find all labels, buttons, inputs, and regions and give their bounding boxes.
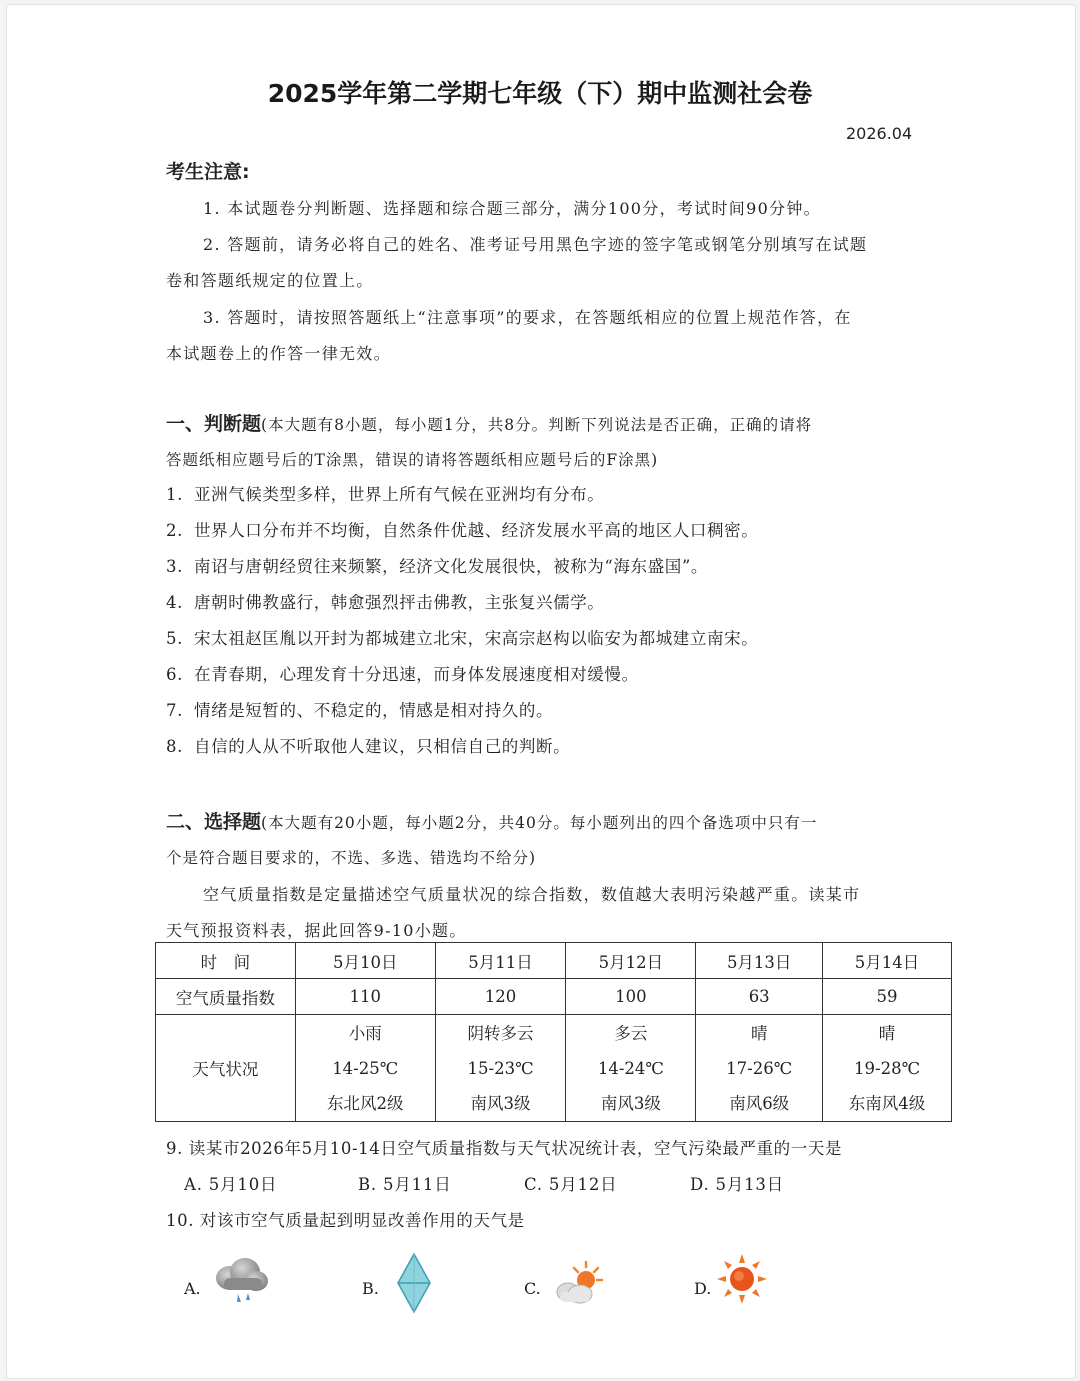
weather-text: 多云 bbox=[614, 1023, 648, 1043]
q9-option-d: D. 5月13日 bbox=[690, 1175, 785, 1194]
wind-text: 东南风4级 bbox=[848, 1093, 926, 1113]
partly-cloudy-icon bbox=[552, 1260, 604, 1306]
q9-option-c: C. 5月12日 bbox=[524, 1175, 618, 1194]
wind-text: 东北风2级 bbox=[326, 1093, 404, 1113]
weather-cell bbox=[566, 1015, 696, 1122]
judge-item-4: 4. 唐朝时佛教盛行，韩愈强烈抨击佛教，主张复兴儒学。 bbox=[166, 593, 605, 612]
notice-item-1: 1. 本试题卷分判断题、选择题和综合题三部分，满分100分，考试时间90分钟。 bbox=[203, 199, 821, 218]
notice-item-2-line-2: 卷和答题纸规定的位置上。 bbox=[166, 271, 374, 290]
row-label-aqi: 空气质量指数 bbox=[156, 979, 296, 1015]
diamond-icon bbox=[395, 1252, 433, 1314]
section2-intro-line-1: 空气质量指数是定量描述空气质量状况的综合指数，数值越大表明污染越严重。读某市 bbox=[203, 885, 861, 904]
judge-item-8: 8. 自信的人从不听取他人建议，只相信自己的判断。 bbox=[166, 737, 571, 756]
aqi-cell: 63 bbox=[696, 979, 823, 1015]
judge-item-7: 7. 情绪是短暂的、不稳定的，情感是相对持久的。 bbox=[166, 701, 554, 720]
wind-text: 南风6级 bbox=[729, 1093, 790, 1113]
weather-text: 晴 bbox=[878, 1023, 896, 1043]
date-cell: 5月10日 bbox=[295, 943, 435, 979]
q10-stem: 10. 对该市空气质量起到明显改善作用的天气是 bbox=[166, 1211, 525, 1230]
q9-stem: 9. 读某市2026年5月10-14日空气质量指数与天气状况统计表，空气污染最严重的一天是 bbox=[166, 1139, 843, 1158]
weather-cell bbox=[696, 1015, 823, 1122]
q10-option-c-label: C. bbox=[524, 1279, 541, 1298]
weather-cell bbox=[823, 1015, 952, 1122]
judge-item-5: 5. 宋太祖赵匡胤以开封为都城建立北宋，宋高宗赵构以临安为都城建立南宋。 bbox=[166, 629, 759, 648]
exam-date: 2026.04 bbox=[846, 124, 913, 143]
weather-table bbox=[155, 942, 952, 1122]
temp-text: 17-26℃ bbox=[726, 1058, 793, 1078]
q10-option-a-label: A. bbox=[184, 1279, 201, 1298]
notice-item-2-line-1: 2. 答题前，请务必将自己的姓名、准考证号用黑色字迹的签字笔或钢笔分别填写在试题 bbox=[203, 235, 868, 254]
temp-text: 14-24℃ bbox=[597, 1058, 664, 1078]
weather-cell bbox=[435, 1015, 566, 1122]
judge-item-3: 3. 南诏与唐朝经贸往来频繁，经济文化发展很快，被称为“海东盛国”。 bbox=[166, 557, 708, 576]
row-label-time: 时 间 bbox=[156, 943, 296, 979]
judge-item-1: 1. 亚洲气候类型多样，世界上所有气候在亚洲均有分布。 bbox=[166, 485, 605, 504]
temp-text: 15-23℃ bbox=[467, 1058, 534, 1078]
date-cell: 5月11日 bbox=[435, 943, 566, 979]
aqi-cell: 110 bbox=[295, 979, 435, 1015]
judge-item-6: 6. 在青春期，心理发育十分迅速，而身体发展速度相对缓慢。 bbox=[166, 665, 639, 684]
section2-header bbox=[166, 807, 817, 834]
q10-option-d-label: D. bbox=[694, 1279, 712, 1298]
aqi-cell: 100 bbox=[566, 979, 696, 1015]
aqi-cell: 120 bbox=[435, 979, 566, 1015]
q10-option-b-label: B. bbox=[362, 1279, 379, 1298]
section2-intro-line-2: 天气预报资料表，据此回答9-10小题。 bbox=[166, 921, 467, 940]
weather-text: 晴 bbox=[750, 1023, 768, 1043]
row-label-weather: 天气状况 bbox=[156, 1015, 296, 1122]
notice-item-3-line-1: 3. 答题时，请按照答题纸上“注意事项”的要求，在答题纸相应的位置上规范作答，在 bbox=[203, 308, 852, 327]
weather-text: 阴转多云 bbox=[467, 1023, 534, 1043]
section2-heading: 二、选择题 bbox=[166, 811, 262, 833]
judge-item-2: 2. 世界人口分布并不均衡，自然条件优越、经济发展水平高的地区人口稠密。 bbox=[166, 521, 759, 540]
date-cell: 5月13日 bbox=[696, 943, 823, 979]
section1-note-line-1: (本大题有8小题，每小题1分，共8分。判断下列说法是否正确，正确的请将 bbox=[261, 416, 813, 434]
aqi-cell: 59 bbox=[823, 979, 952, 1015]
wind-text: 南风3级 bbox=[470, 1093, 531, 1113]
section1-heading: 一、判断题 bbox=[166, 413, 262, 435]
sun-icon bbox=[716, 1253, 768, 1305]
wind-text: 南风3级 bbox=[600, 1093, 661, 1113]
section2-note-line-1: (本大题有20小题，每小题2分，共40分。每小题列出的四个备选项中只有一 bbox=[261, 814, 818, 832]
temp-text: 14-25℃ bbox=[332, 1058, 399, 1078]
section1-note-line-2: 答题纸相应题号后的T涂黑，错误的请将答题纸相应题号后的F涂黑) bbox=[166, 451, 659, 469]
temp-text: 19-28℃ bbox=[854, 1058, 921, 1078]
section1-header bbox=[166, 409, 812, 436]
table-row bbox=[156, 943, 952, 979]
q9-option-b: B. 5月11日 bbox=[358, 1175, 452, 1194]
q9-option-a: A. 5月10日 bbox=[184, 1175, 278, 1194]
weather-cell bbox=[295, 1015, 435, 1122]
notice-item-3-line-2: 本试题卷上的作答一律无效。 bbox=[166, 344, 391, 363]
rain-cloud-icon bbox=[212, 1256, 272, 1310]
table-row bbox=[156, 979, 952, 1015]
date-cell: 5月12日 bbox=[566, 943, 696, 979]
table-row bbox=[156, 1015, 952, 1122]
weather-text: 小雨 bbox=[348, 1023, 382, 1043]
date-cell: 5月14日 bbox=[823, 943, 952, 979]
exam-title: 2025学年第二学期七年级（下）期中监测社会卷 bbox=[267, 79, 813, 108]
section2-note-line-2: 个是符合题目要求的，不选、多选、错选均不给分) bbox=[166, 849, 537, 867]
notice-heading: 考生注意: bbox=[166, 161, 250, 183]
